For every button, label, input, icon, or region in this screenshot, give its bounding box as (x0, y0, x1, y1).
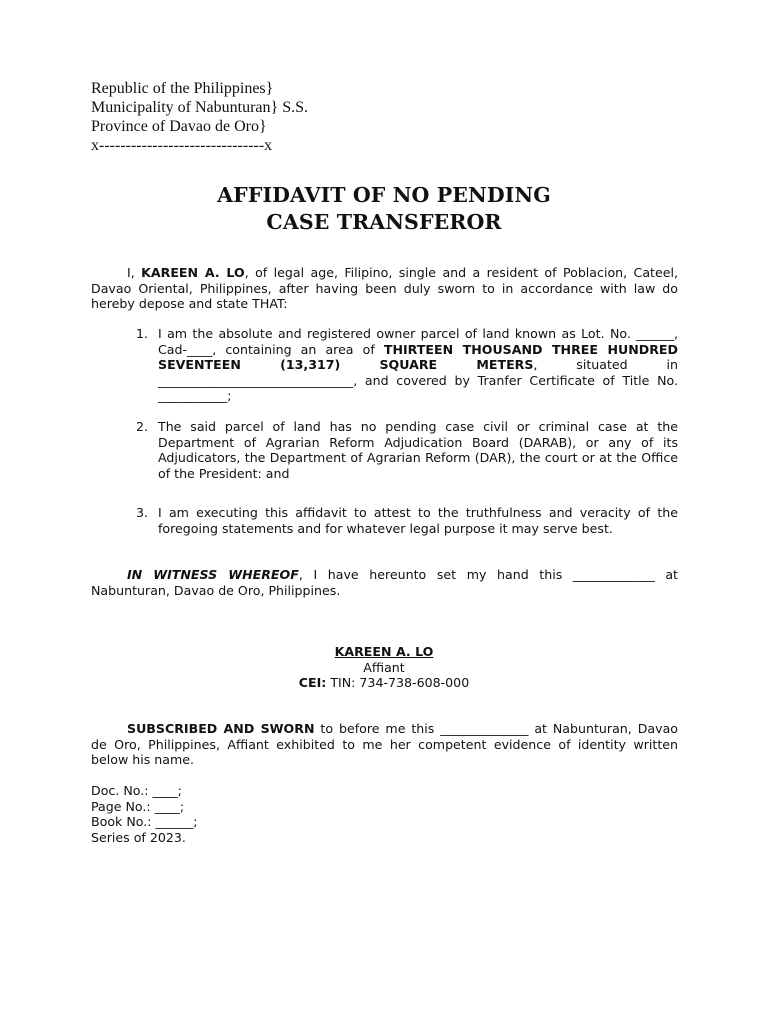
title-line-1: AFFIDAVIT OF NO PENDING (217, 183, 551, 207)
affiant-role: Affiant (363, 659, 405, 675)
cei-label: CEI: (298, 675, 327, 691)
cei-value: TIN: 734-738-608-000 (326, 675, 470, 691)
jurat-lead: SUBSCRIBED AND SWORN (127, 721, 315, 736)
series-year: Series of 2023. (91, 829, 186, 845)
list-item-body: The said parcel of land has no pending case civil or criminal case at the Department of Agrarian Reform Adjudication Board (DARAB), or any of its Adjudicators, the Department of Agrarian Reform (DAR), the court or at the Office of the President: and (158, 419, 678, 481)
witness-text: , I have hereunto set my hand this _____________ at Nabunturan, Davao de Oro, Philippines. (91, 567, 678, 598)
item-1-text-b: , situated in _______________________________, and covered by Tranfer Certificate of Title No. ___________; (158, 357, 679, 404)
intro-prefix: I, (127, 265, 142, 280)
witness-paragraph (91, 567, 678, 598)
caption-line-province: Province of Davao de Oro} (91, 118, 267, 135)
list-number: 1. (136, 326, 149, 341)
intro-paragraph (91, 265, 678, 312)
list-number: 3. (136, 505, 149, 520)
list-item-body (158, 326, 678, 404)
caption-separator: x-------------------------------x (91, 137, 273, 154)
signature-block (0, 644, 768, 691)
item-1-text-a: I am the absolute and registered owner parcel of land known as Lot. No. ______, Cad-____, containing an area of (158, 326, 678, 357)
document-title (0, 182, 768, 236)
caption-line-municipality: Municipality of Nabunturan} S.S. (91, 99, 308, 116)
affiant-signature-name: KAREEN A. LO (334, 644, 434, 659)
title-line-2: CASE TRANSFEROR (266, 210, 502, 234)
intro-text: , of legal age, Filipino, single and a resident of Poblacion, Cateel, Davao Oriental, Philippines, after having been duly sworn to in accordance with law do hereby depose and state THAT: (91, 265, 678, 312)
jurat-paragraph (91, 721, 678, 768)
venue-caption (91, 79, 308, 155)
list-number: 2. (136, 419, 149, 434)
caption-line-republic: Republic of the Philippines} (91, 80, 274, 97)
book-number: Book No.: ______; (91, 814, 198, 830)
affiant-name-inline: KAREEN A. LO (141, 265, 245, 280)
witness-lead: IN WITNESS WHEREOF (127, 567, 299, 582)
notarial-register (91, 783, 678, 845)
jurat-text: to before me this ______________ at Nabunturan, Davao de Oro, Philippines, Affiant exhibited to me her competent evidence of identity written below his name. (91, 721, 678, 768)
cei-line (0, 675, 768, 691)
page-number: Page No.: ____; (91, 798, 185, 814)
list-item-body: I am executing this affidavit to attest to the truthfulness and veracity of the foregoing statements and for whatever legal purpose it may serve best. (158, 505, 678, 536)
doc-number: Doc. No.: ____; (91, 783, 182, 798)
item-1-area-bold: THIRTEEN THOUSAND THREE HUNDRED SEVENTEEN (13,317) SQUARE METERS (158, 341, 678, 373)
